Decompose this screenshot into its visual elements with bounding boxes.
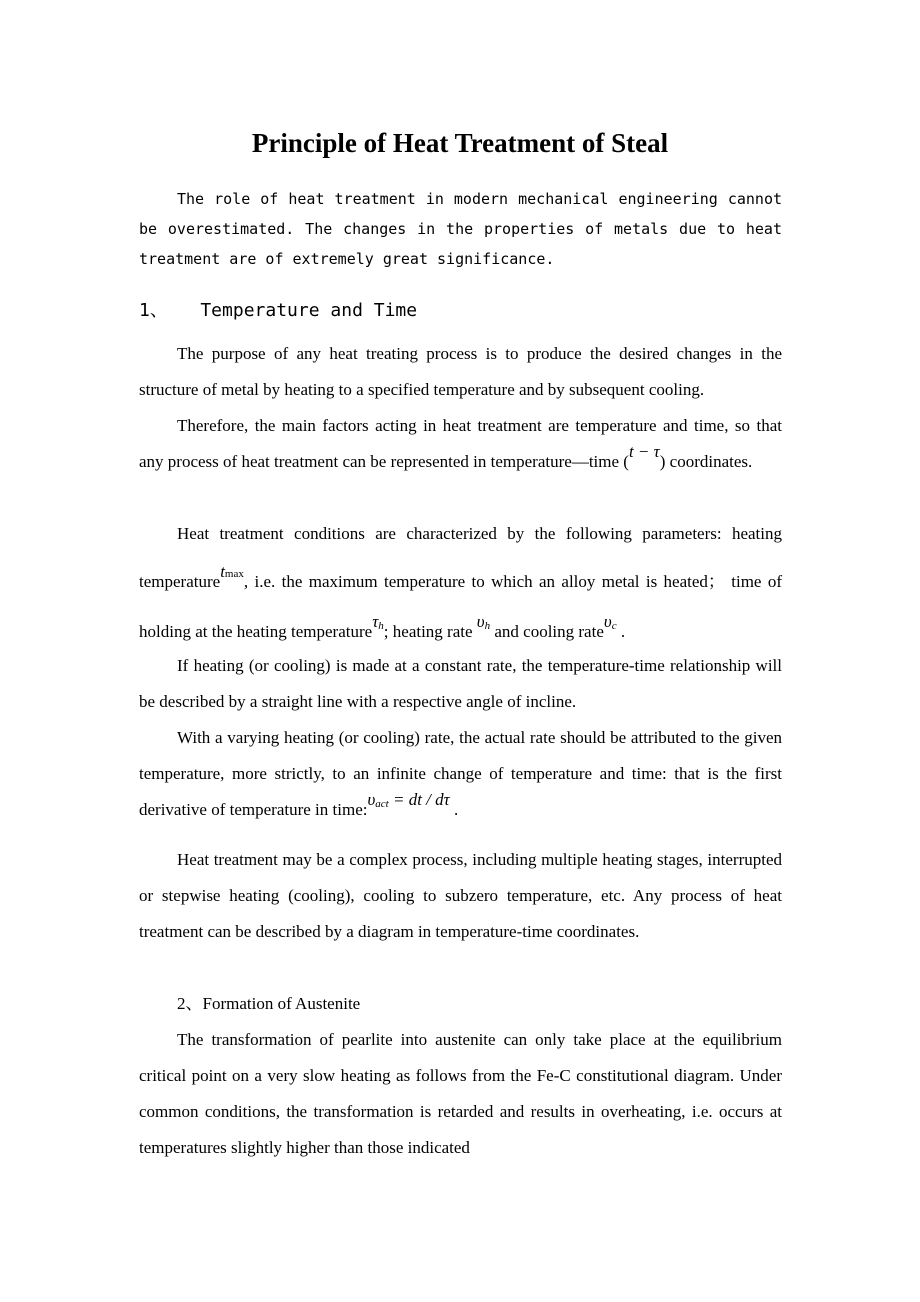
p3-text-f: . [616, 622, 626, 641]
p5-text-a: With a varying heating (or cooling) rate, the actual rate should be attributed to the given temperature, more strictly, to an infinite change of temperature and time: that is the first derivative of temperature in time: [139, 728, 782, 819]
section-heading-temperature-time: 1、 Temperature and Time [139, 300, 418, 321]
p2-text-a: Therefore, the main factors acting in heat treatment are temperature and time, so that any process of heat treatment can be represented in temperature—time ( [139, 416, 782, 471]
p3-text-a: Heat treatment conditions are characterized by the following parameters: heating temperature [139, 524, 782, 591]
paragraph-varying-rate [139, 720, 782, 832]
p3-text-c: time of holding at the heating temperature [139, 572, 782, 641]
paragraph-main-factors [139, 408, 782, 480]
math-v-act: υact = dt / dτ [367, 790, 450, 810]
math-t-max: tmax [220, 562, 244, 581]
p3-text-b: , i.e. the maximum temperature to which an alloy metal is heated； [243, 572, 725, 591]
math-v-h: υh [476, 612, 491, 632]
p2-text-b: ) coordinates. [659, 452, 753, 471]
math-v-c: υc [603, 612, 617, 632]
paragraph-purpose: The purpose of any heat treating process is to produce the desired changes in the structure of metal by heating to a specified temperature and by subsequent cooling. [139, 344, 782, 399]
paragraph-constant-rate: If heating (or cooling) is made at a constant rate, the temperature-time relationship will be described by a straight line with a respective angle of incline. [139, 656, 782, 711]
paragraph-parameters [139, 510, 782, 660]
paragraph-pearlite-transformation: The transformation of pearlite into austenite can only take place at the equilibrium critical point on a very slow heating as follows from the Fe-C constitutional diagram. Under common conditions, the transformation is retarded and results in overheating, i.e. occurs at temperatures slightly higher than those indicated [139, 1030, 782, 1157]
paragraph-complex-process: Heat treatment may be a complex process, including multiple heating stages, interrupted or stepwise heating (cooling), cooling to subzero temperature, etc. Any process of heat treatment can be described by a diagram in temperature-time coordinates. [139, 850, 782, 941]
p3-text-d: ; heating rate [383, 622, 477, 641]
document-title: Principle of Heat Treatment of Steal [251, 128, 669, 158]
math-tau-h: τh [372, 612, 384, 632]
p3-text-e: and cooling rate [490, 622, 604, 641]
p5-text-b: . [449, 800, 459, 819]
section-heading-austenite: 2、Formation of Austenite [177, 994, 361, 1013]
intro-paragraph: The role of heat treatment in modern mechanical engineering cannot be overestimated. The changes in the properties of metals due to heat treatment are of extremely great significance. [139, 190, 782, 268]
math-t-minus-tau: t − τ [628, 442, 660, 461]
